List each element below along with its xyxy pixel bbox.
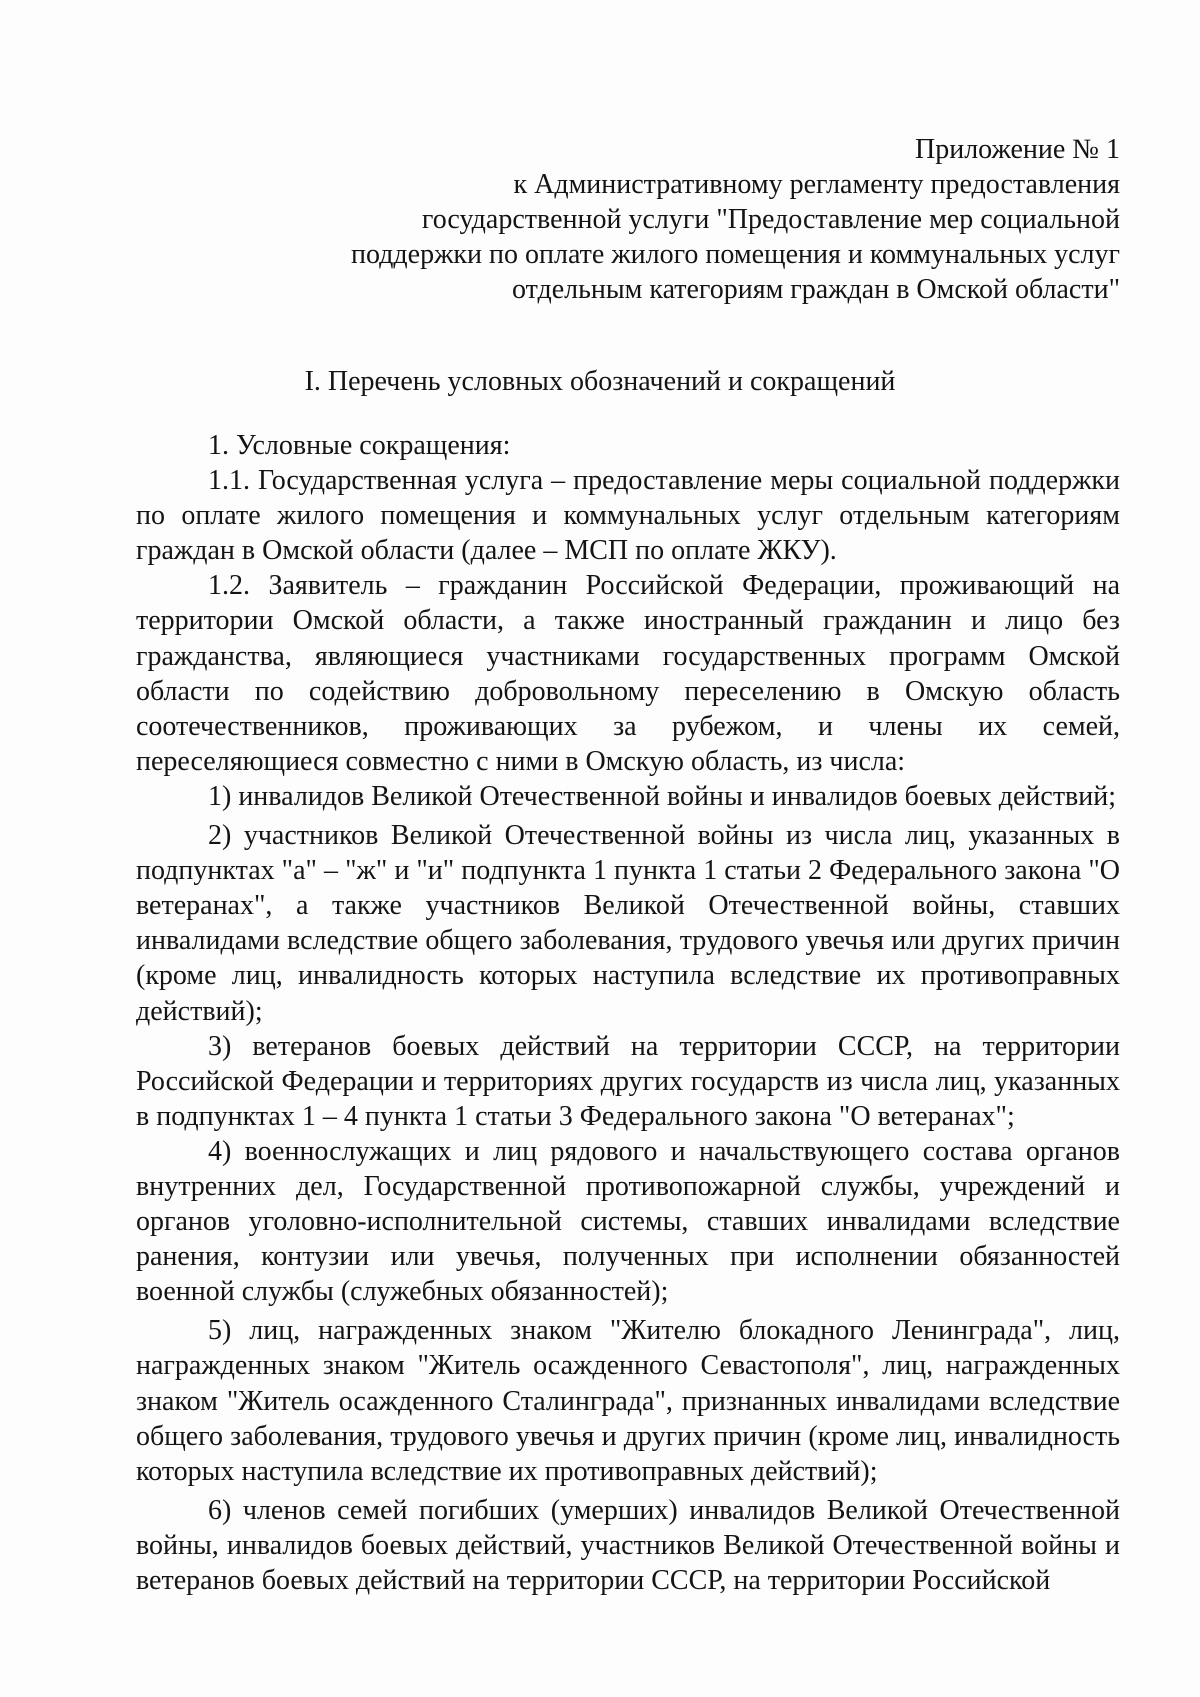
appendix-line: к Административному регламенту предоставления — [513, 169, 1120, 200]
appendix-header — [300, 132, 1120, 307]
list-item-5: 5) лиц, награжденных знаком "Жителю блокадного Ленинграда", лиц, награжденных знаком "Житель осажденного Севастополя", лиц, награжденных знаком "Житель осажденного Сталинграда", признанных инвалидами вследствие общего заболевания, трудового увечья и других причин (кроме лиц, инвалидность которых наступила вследствие их противоправных действий); — [136, 1315, 1120, 1487]
list-item-3: 3) ветеранов боевых действий на территории СССР, на территории Российской Федерации и территориях других государств из числа лиц, указанных в подпунктах 1 – 4 пункта 1 статьи 3 Федерального закона "О ветеранах"; — [136, 1030, 1120, 1132]
paragraph-applicant: 1.2. Заявитель – гражданин Российской Федерации, проживающий на территории Омской области, а также иностранный гражданин и лицо без гражданства, являющиеся участниками государственных программ Омской области по содействию добровольному переселению в Омскую область соотечественников, проживающих за рубежом, и члены их семей, переселяющиеся совместно с ними в Омскую область, из числа: — [136, 570, 1120, 777]
document-body — [136, 428, 1120, 1598]
section-title: I. Перечень условных обозначений и сокращений — [304, 366, 896, 397]
list-item-2: 2) участников Великой Отечественной войны из числа лиц, указанных в подпунктах "а" – "ж" и "и" подпункта 1 пункта 1 статьи 2 Федерального закона "О ветеранах", а также участников Великой Отечественной войны, ставших инвалидами вследствие общего заболевания, трудового увечья или других причин (кроме лиц, инвалидность которых наступила вследствие их противоправных действий); — [136, 820, 1120, 1027]
list-item-1: 1) инвалидов Великой Отечественной войны и инвалидов боевых действий; — [208, 780, 1117, 812]
paragraph-state-service: 1.1. Государственная услуга – предоставление меры социальной поддержки по оплате жилого помещения и коммунальных услуг отдельным категориям граждан в Омской области (далее – МСП по оплате ЖКУ). — [136, 465, 1120, 567]
list-item-4: 4) военнослужащих и лиц рядового и начальствующего состава органов внутренних дел, Государственной противопожарной службы, учреждений и органов уголовно-исполнительной системы, ставших инвалидами вследствие ранения, контузии или увечья, полученных при исполнении обязанностей военной службы (служебных обязанностей); — [136, 1135, 1120, 1308]
appendix-line: отдельным категориям граждан в Омской области" — [511, 274, 1120, 305]
paragraph-conditional-abbreviations: 1. Условные сокращения: — [208, 430, 511, 461]
list-item-6: 6) членов семей погибших (умерших) инвалидов Великой Отечественной войны, инвалидов боевых действий, участников Великой Отечественной войны и ветеранов боевых действий на территории СССР, на территории Российской — [136, 1494, 1120, 1596]
appendix-line: Приложение № 1 — [915, 134, 1120, 165]
appendix-line: поддержки по оплате жилого помещения и коммунальных услуг — [350, 239, 1120, 270]
appendix-line: государственной услуги "Предоставление мер социальной — [421, 204, 1120, 235]
